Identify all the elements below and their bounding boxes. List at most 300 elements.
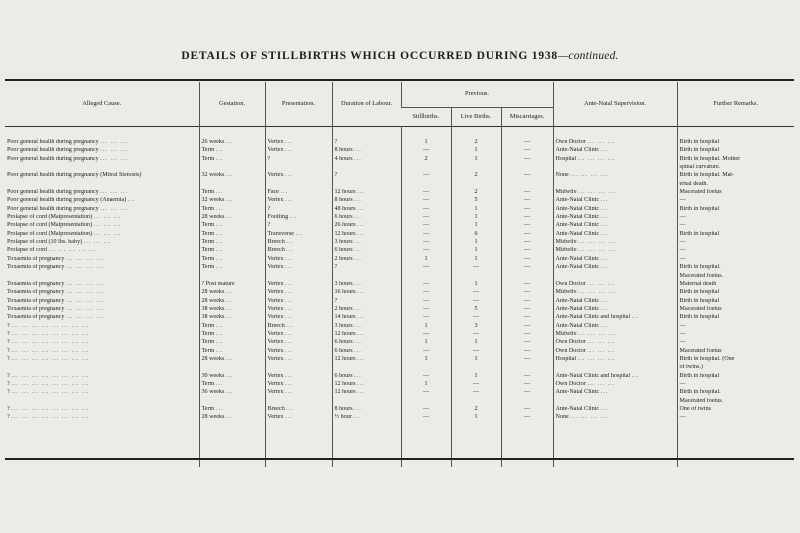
cell-ante-natal-text: Ante-Natal Clinic (555, 305, 600, 312)
cell-presentation-text: Vertex (267, 347, 284, 354)
cell-ante-natal-leader-dots: ... ... ... (587, 280, 616, 287)
cell-alleged-cause-text: Poor general health during pregnancy (7, 155, 99, 162)
cell-ante-natal-text: Ante-Natal Clinic (555, 322, 600, 329)
cell-stillbirths-text: — (422, 222, 430, 229)
cell-stillbirths-text: — (422, 297, 430, 304)
cell-alleged-cause-text: Poor general health during pregnancy (Mitral Stenosis) (7, 172, 142, 179)
cell-duration-text: ? (334, 297, 338, 304)
cell-miscarriages (501, 398, 553, 406)
cell-duration-text: 14 hours (334, 314, 356, 321)
cell-gestation (199, 247, 265, 255)
cell-duration (332, 414, 401, 422)
cell-alleged-cause-leader-dots: ... ... ... (100, 155, 129, 162)
cell-gestation (199, 314, 265, 322)
cell-remarks (677, 381, 794, 389)
cell-stillbirths-text: 1 (424, 322, 428, 329)
cell-gestation-leader-dots: ... (225, 414, 234, 421)
cell-miscarriages-text: — (523, 230, 531, 237)
cell-ante-natal (553, 339, 677, 347)
cell-live-births (451, 181, 501, 189)
cell-duration-leader-dots: ... (357, 222, 365, 229)
cell-gestation (199, 381, 265, 389)
cell-stillbirths-text: — (422, 214, 430, 221)
cell-alleged-cause-leader-dots: ... ... ... ... ... ... ... ... (11, 380, 90, 387)
cell-remarks (677, 172, 794, 180)
cell-gestation (199, 181, 265, 189)
cell-gestation-text: 30 weeks (201, 372, 225, 379)
cell-duration-leader-dots: ... (354, 239, 362, 246)
cell-duration-text: 2 hours (334, 305, 353, 312)
cell-alleged-cause-text: ? (7, 339, 10, 346)
cell-duration-text: 2 hours (334, 255, 353, 262)
cell-live-births (451, 231, 501, 239)
cell-stillbirths-text: 1 (424, 139, 428, 145)
cell-stillbirths (401, 156, 451, 164)
cell-live-births-text: 1 (474, 414, 478, 421)
cell-ante-natal-text: Ante-Natal Clinic (555, 255, 600, 262)
cell-presentation-leader-dots: ... (284, 314, 293, 321)
cell-duration (332, 156, 401, 164)
cell-stillbirths-text: — (422, 414, 430, 421)
spacer-row (5, 423, 794, 467)
cell-remarks-text: — (679, 255, 686, 262)
cell-remarks-text: — (679, 222, 686, 229)
cell-remarks-text: Birth in hospital (679, 147, 720, 154)
cell-miscarriages (501, 406, 553, 414)
cell-presentation (265, 306, 332, 314)
cell-miscarriages-text: — (523, 264, 531, 271)
cell-ante-natal-text: Ante-Natal Clinic (555, 230, 600, 237)
cell-presentation-text: Vertex (267, 297, 284, 304)
header-miscarriages: Miscarriages. (501, 108, 553, 127)
cell-stillbirths-text: 1 (424, 255, 428, 262)
cell-presentation (265, 197, 332, 205)
cell-presentation (265, 364, 332, 372)
cell-duration (332, 398, 401, 406)
cell-live-births-text: 1 (474, 239, 478, 246)
cell-presentation (265, 264, 332, 272)
cell-remarks (677, 331, 794, 339)
cell-remarks (677, 356, 794, 364)
cell-remarks-text: Macerated foetus (679, 189, 722, 196)
table-row (5, 389, 794, 397)
cell-alleged-cause-leader-dots: ... ... ... (93, 222, 122, 229)
cell-stillbirths (401, 314, 451, 322)
cell-alleged-cause-text: Poor general health during pregnancy (Anaemia) (7, 197, 127, 204)
cell-gestation-leader-dots: ... (225, 214, 234, 221)
table-row (5, 406, 794, 414)
cell-ante-natal-text: None (555, 414, 569, 421)
cell-alleged-cause (5, 247, 199, 255)
cell-presentation-leader-dots: ... (284, 414, 293, 421)
cell-presentation-text: Vertex (267, 147, 284, 154)
cell-ante-natal-leader-dots: ... (600, 322, 609, 329)
cell-alleged-cause-leader-dots: ... ... ... ... ... ... ... ... (11, 330, 90, 337)
cell-presentation-text: Breech (267, 322, 285, 329)
cell-remarks (677, 164, 794, 172)
cell-duration-text: 6 hours (334, 372, 353, 379)
cell-live-births-text: — (472, 297, 480, 304)
cell-gestation-text: 26 weeks (201, 139, 225, 145)
cell-presentation-text: Breech (267, 239, 285, 246)
cell-duration (332, 139, 401, 147)
cell-gestation (199, 414, 265, 422)
cell-gestation-leader-dots: ... (225, 172, 234, 179)
top-rule (5, 79, 794, 81)
cell-miscarriages-text: — (523, 205, 531, 212)
cell-alleged-cause (5, 389, 199, 397)
cell-stillbirths-text: — (422, 372, 430, 379)
cell-ante-natal-text: Ante-Natal Clinic (555, 406, 600, 412)
cell-duration (332, 214, 401, 222)
cell-live-births (451, 247, 501, 255)
cell-live-births-text: 2 (474, 139, 478, 145)
cell-stillbirths (401, 323, 451, 331)
cell-stillbirths-text: — (422, 264, 430, 271)
cell-gestation-text: Term (201, 255, 215, 262)
cell-stillbirths (401, 206, 451, 214)
cell-live-births-text: — (472, 330, 480, 337)
title-continued: —continued. (557, 50, 619, 62)
cell-presentation (265, 281, 332, 289)
cell-presentation (265, 139, 332, 147)
cell-presentation-text: Vertex (267, 264, 284, 271)
cell-remarks (677, 239, 794, 247)
cell-alleged-cause (5, 256, 199, 264)
cell-presentation (265, 214, 332, 222)
cell-alleged-cause-leader-dots: ... ... ... (100, 205, 129, 212)
cell-gestation (199, 197, 265, 205)
cell-alleged-cause-text: Poor general health during pregnancy (7, 189, 99, 196)
cell-gestation (199, 164, 265, 172)
cell-remarks (677, 414, 794, 422)
cell-ante-natal-leader-dots: ... ... ... ... (578, 189, 616, 196)
cell-remarks-text: Maternal death (679, 280, 717, 287)
cell-remarks-text: Macerated foetus (679, 305, 722, 312)
cell-stillbirths (401, 222, 451, 230)
cell-duration-leader-dots: ... (354, 247, 362, 254)
cell-ante-natal-leader-dots: ... ... ... ... (577, 155, 616, 162)
cell-gestation-text: 32 weeks (201, 172, 225, 179)
table-row (5, 373, 794, 381)
cell-alleged-cause (5, 231, 199, 239)
cell-ante-natal (553, 356, 677, 364)
cell-presentation-text: Vertex (267, 355, 284, 362)
cell-presentation-leader-dots: ... (284, 347, 293, 354)
cell-alleged-cause-leader-dots: ... ... ... ... ... ... ... ... (11, 347, 90, 354)
cell-alleged-cause-text: Toxaemia of pregnancy (7, 314, 65, 321)
cell-alleged-cause (5, 356, 199, 364)
cell-gestation-text: Term (201, 222, 215, 229)
bottom-rule (5, 458, 794, 460)
cell-duration-leader-dots: ... (354, 372, 362, 379)
cell-stillbirths (401, 139, 451, 147)
cell-gestation-text: Term (201, 264, 215, 271)
cell-miscarriages (501, 147, 553, 155)
cell-duration-leader-dots: ... (354, 214, 362, 221)
cell-gestation (199, 281, 265, 289)
cell-duration-leader-dots: ... (354, 347, 362, 354)
cell-stillbirths (401, 214, 451, 222)
cell-alleged-cause-text: Toxaemia of pregnancy (7, 297, 65, 304)
cell-remarks (677, 181, 794, 189)
cell-duration-leader-dots: ... (354, 339, 362, 346)
cell-duration-text: 3 hours (334, 280, 353, 287)
cell-duration-text: 4 hours (334, 155, 353, 162)
cell-remarks-text: — (679, 414, 686, 421)
cell-duration-text: 6 hours (334, 247, 353, 254)
cell-alleged-cause-leader-dots: ... ... ... ... (65, 297, 104, 304)
cell-alleged-cause (5, 281, 199, 289)
cell-alleged-cause-text: ? (7, 389, 10, 396)
cell-gestation-leader-dots: ... (215, 339, 224, 346)
cell-live-births-text: — (472, 289, 480, 296)
cell-alleged-cause-text: Toxaemia of pregnancy (7, 255, 65, 262)
cell-presentation (265, 231, 332, 239)
cell-live-births (451, 381, 501, 389)
cell-gestation-text: ? Post mature (201, 280, 235, 287)
cell-ante-natal (553, 139, 677, 147)
cell-live-births (451, 281, 501, 289)
cell-ante-natal (553, 181, 677, 189)
cell-miscarriages-text: — (523, 347, 531, 354)
cell-ante-natal (553, 306, 677, 314)
cell-miscarriages (501, 281, 553, 289)
cell-presentation (265, 156, 332, 164)
cell-stillbirths (401, 289, 451, 297)
cell-ante-natal (553, 331, 677, 339)
cell-gestation-text: 28 weeks (201, 289, 225, 296)
cell-live-births-text: — (472, 347, 480, 354)
table-row (5, 206, 794, 214)
cell-ante-natal-text: Own Doctor (555, 339, 586, 346)
table-row (5, 289, 794, 297)
cell-live-births (451, 339, 501, 347)
cell-miscarriages (501, 239, 553, 247)
cell-presentation-text: Vertex (267, 255, 284, 262)
header-live-births: Live Births. (451, 108, 501, 127)
cell-gestation (199, 289, 265, 297)
cell-gestation (199, 323, 265, 331)
table-row (5, 323, 794, 331)
cell-ante-natal (553, 247, 677, 255)
cell-presentation (265, 189, 332, 197)
cell-miscarriages (501, 222, 553, 230)
cell-miscarriages (501, 197, 553, 205)
cell-live-births-text: 1 (474, 222, 478, 229)
cell-ante-natal-leader-dots: ... (600, 297, 609, 304)
cell-live-births-text: — (472, 389, 480, 396)
cell-alleged-cause-leader-dots: ... ... ... ... (65, 264, 104, 271)
table-row (5, 264, 794, 272)
cell-remarks-text: spinal curvature. (679, 164, 721, 171)
cell-live-births (451, 331, 501, 339)
cell-live-births-text: 2 (474, 406, 478, 412)
cell-alleged-cause (5, 339, 199, 347)
cell-remarks-text: — (679, 322, 686, 329)
cell-presentation-leader-dots: ... (286, 239, 294, 246)
spacer-row (5, 127, 794, 140)
cell-ante-natal-leader-dots: ... ... ... (587, 139, 616, 145)
cell-presentation-leader-dots: ... (284, 289, 293, 296)
cell-remarks (677, 348, 794, 356)
cell-ante-natal-text: Own Doctor (555, 380, 586, 387)
cell-duration (332, 331, 401, 339)
cell-live-births-text: 1 (474, 205, 478, 212)
cell-live-births (451, 239, 501, 247)
cell-ante-natal-text: Midwife (555, 330, 577, 337)
cell-alleged-cause (5, 189, 199, 197)
cell-live-births-text: 1 (474, 155, 478, 162)
cell-gestation (199, 306, 265, 314)
cell-miscarriages-text: — (523, 355, 531, 362)
cell-alleged-cause (5, 206, 199, 214)
cell-duration-leader-dots: ... (357, 230, 365, 237)
cell-stillbirths (401, 147, 451, 155)
cell-ante-natal (553, 414, 677, 422)
cell-miscarriages (501, 356, 553, 364)
cell-gestation (199, 256, 265, 264)
header-stillbirths: Stillbirths. (401, 108, 451, 127)
cell-alleged-cause-leader-dots: ... ... ... ... ... ... ... ... (11, 414, 90, 421)
cell-duration-text: 12 hours (334, 230, 356, 237)
cell-remarks (677, 197, 794, 205)
cell-ante-natal (553, 164, 677, 172)
cell-miscarriages (501, 231, 553, 239)
cell-remarks-text: — (679, 247, 686, 254)
cell-alleged-cause-text: Poor general health during pregnancy (7, 139, 99, 145)
cell-presentation-leader-dots: ... (286, 322, 294, 329)
cell-miscarriages (501, 273, 553, 281)
cell-stillbirths (401, 398, 451, 406)
cell-miscarriages (501, 389, 553, 397)
cell-duration-leader-dots: ... (357, 205, 365, 212)
cell-duration-leader-dots: ... (357, 289, 365, 296)
cell-live-births-text: 1 (474, 147, 478, 154)
cell-stillbirths-text: — (422, 205, 430, 212)
cell-duration-leader-dots: ... (357, 389, 365, 396)
cell-gestation-text: Term (201, 230, 215, 237)
cell-ante-natal (553, 406, 677, 414)
cell-miscarriages-text: — (523, 330, 531, 337)
cell-alleged-cause-text: Prolapse of cord (Malpresentation) (7, 230, 93, 237)
cell-duration (332, 339, 401, 347)
cell-miscarriages-text: — (523, 247, 531, 254)
cell-stillbirths-text: — (422, 189, 430, 196)
cell-miscarriages (501, 172, 553, 180)
cell-gestation (199, 214, 265, 222)
cell-presentation-leader-dots: ... (295, 230, 304, 237)
table-row (5, 164, 794, 172)
cell-miscarriages-text: — (523, 339, 531, 346)
cell-miscarriages (501, 247, 553, 255)
cell-duration-text: ? (334, 264, 338, 271)
cell-alleged-cause (5, 331, 199, 339)
cell-gestation (199, 156, 265, 164)
cell-presentation-text: Vertex (267, 372, 284, 379)
cell-presentation-text: ? (267, 205, 271, 212)
cell-miscarriages (501, 189, 553, 197)
cell-live-births-text: 1 (474, 339, 478, 346)
cell-ante-natal-text: Ante-Natal Clinic (555, 222, 600, 229)
cell-stillbirths (401, 364, 451, 372)
header-presentation: Presentation. (265, 82, 332, 127)
cell-presentation-leader-dots: ... (284, 389, 293, 396)
cell-gestation (199, 273, 265, 281)
cell-ante-natal-text: Midwife (555, 289, 577, 296)
cell-remarks-text: — (679, 330, 686, 337)
cell-stillbirths (401, 197, 451, 205)
cell-duration (332, 181, 401, 189)
cell-stillbirths-text: — (422, 389, 430, 396)
cell-miscarriages-text: — (523, 406, 531, 412)
cell-remarks (677, 406, 794, 414)
cell-duration-text: 26 hours (334, 222, 356, 229)
cell-live-births (451, 398, 501, 406)
cell-presentation-text: Vertex (267, 139, 284, 145)
cell-alleged-cause-leader-dots: ... ... ... ... (65, 280, 104, 287)
cell-stillbirths (401, 298, 451, 306)
cell-presentation (265, 339, 332, 347)
header-previous: Previous. (401, 82, 553, 108)
cell-presentation (265, 239, 332, 247)
cell-ante-natal-text: Midwife (555, 239, 577, 246)
cell-alleged-cause (5, 414, 199, 422)
cell-gestation (199, 339, 265, 347)
cell-ante-natal-leader-dots: ... (631, 372, 640, 379)
cell-ante-natal-leader-dots: ... ... ... ... (578, 239, 616, 246)
cell-stillbirths (401, 172, 451, 180)
cell-ante-natal-text: Hospital (555, 155, 577, 162)
cell-stillbirths-text: — (422, 247, 430, 254)
cell-stillbirths (401, 331, 451, 339)
cell-presentation-text: Footling (267, 214, 289, 221)
cell-alleged-cause-text: ? (7, 330, 10, 337)
cell-ante-natal (553, 147, 677, 155)
table-row (5, 189, 794, 197)
cell-presentation (265, 373, 332, 381)
cell-presentation (265, 323, 332, 331)
cell-alleged-cause-leader-dots: ... ... ... (100, 189, 129, 196)
cell-ante-natal-text: Ante-Natal Clinic (555, 197, 600, 204)
cell-gestation (199, 373, 265, 381)
cell-miscarriages (501, 331, 553, 339)
cell-gestation-leader-dots: ... (215, 247, 224, 254)
cell-stillbirths-text: — (422, 197, 430, 204)
cell-presentation-text: Vertex (267, 330, 284, 337)
cell-stillbirths-text: — (422, 347, 430, 354)
cell-duration-leader-dots: ... (354, 155, 362, 162)
cell-ante-natal-leader-dots: ... (600, 147, 609, 154)
cell-stillbirths (401, 281, 451, 289)
cell-alleged-cause-leader-dots: ... ... ... ... (65, 289, 104, 296)
cell-duration-text: 8 hours (334, 406, 353, 412)
cell-duration (332, 273, 401, 281)
cell-duration-leader-dots: ... (354, 197, 362, 204)
table-row (5, 231, 794, 239)
cell-alleged-cause (5, 181, 199, 189)
cell-presentation-leader-dots: ... (284, 297, 293, 304)
cell-presentation (265, 289, 332, 297)
cell-presentation-leader-dots: ... (284, 147, 293, 154)
cell-presentation (265, 247, 332, 255)
cell-presentation-leader-dots: ... (284, 264, 293, 271)
cell-live-births (451, 289, 501, 297)
cell-gestation-leader-dots: ... (215, 230, 224, 237)
cell-presentation-text: Vertex (267, 172, 284, 179)
cell-presentation-leader-dots: ... (284, 380, 293, 387)
cell-miscarriages-text: — (523, 414, 531, 421)
